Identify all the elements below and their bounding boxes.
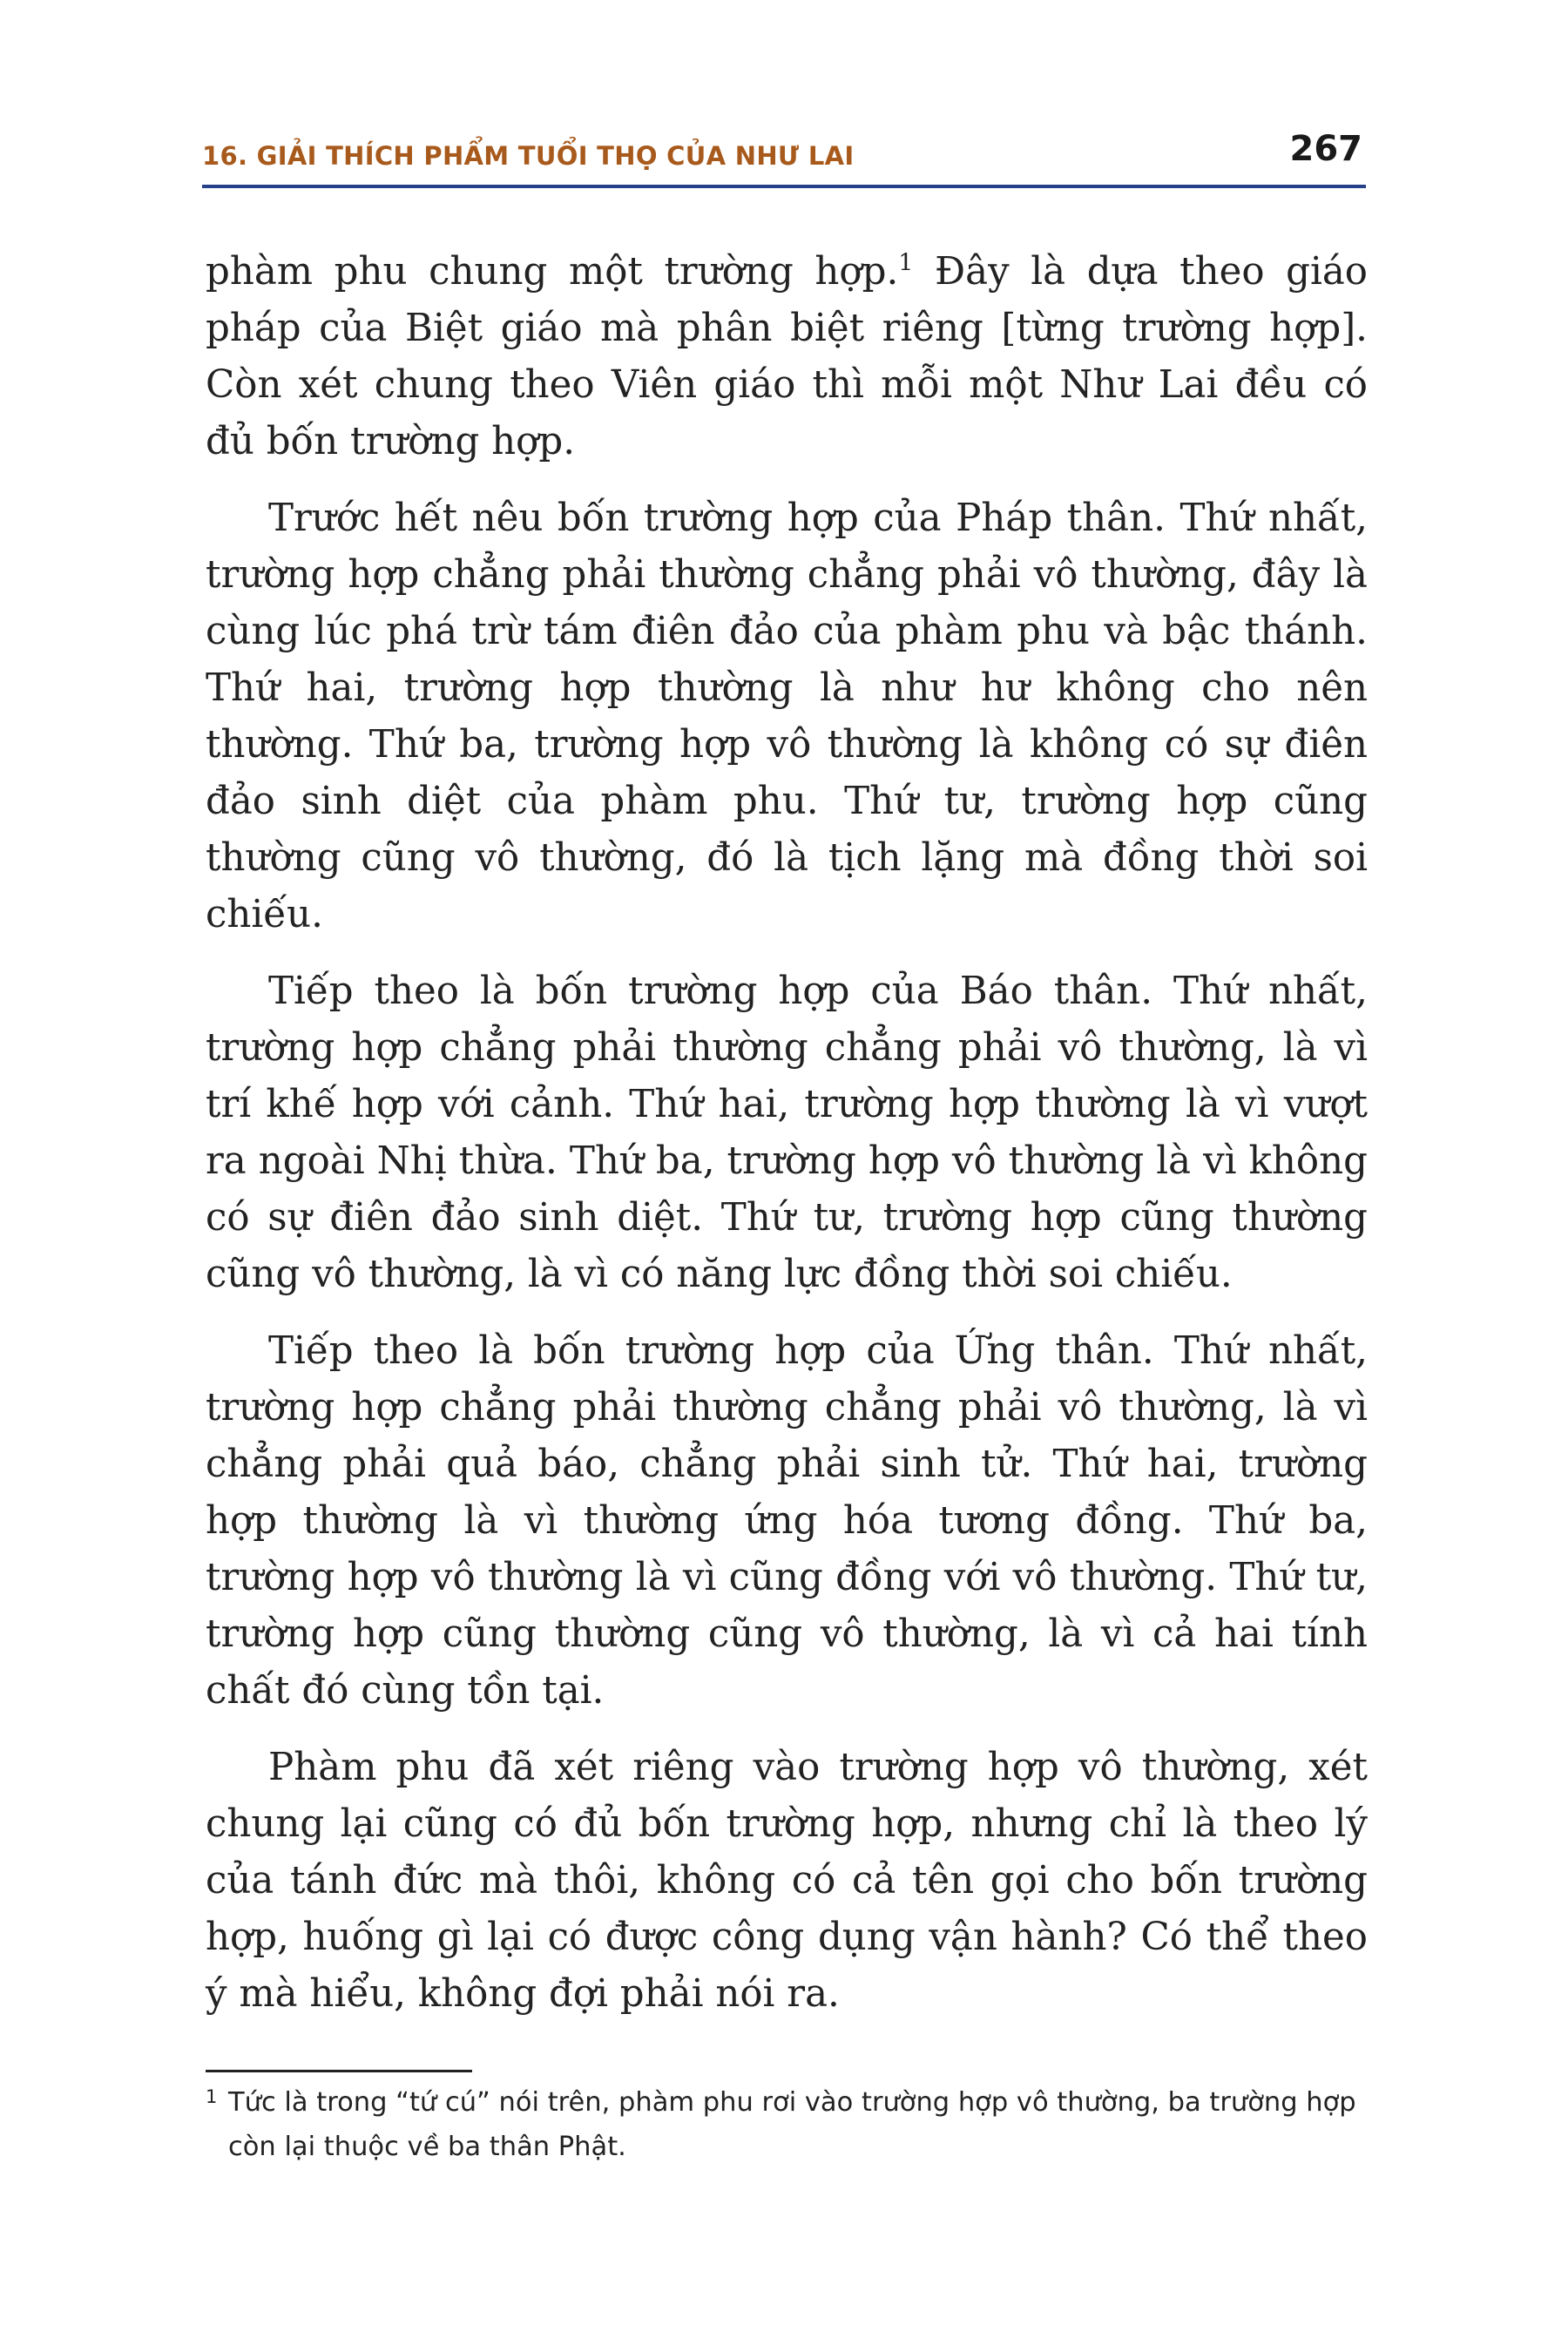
footnote bbox=[206, 2080, 1368, 2169]
paragraph-3: Tiếp theo là bốn trường hợp của Báo thân. Thứ nhất, trường hợp chẳng phải thường chẳng phải vô thường, là vì trí khế hợp với cảnh. Thứ hai, trường hợp thường là vì vượt ra ngoài Nhị thừa. Thứ ba, trường hợp vô thường là vì không có sự điên đảo sinh diệt. Thứ tư, trường hợp cũng thường cũng vô thường, là vì có năng lực đồng thời soi chiếu. bbox=[206, 970, 1368, 1296]
footnote-marker: 1 bbox=[206, 2086, 218, 2107]
footnote-text: Tức là trong “tứ cú” nói trên, phàm phu rơi vào trường hợp vô thường, ba trường hợp còn lại thuộc về ba thân Phật. bbox=[228, 2087, 1356, 2162]
paragraph-1-text-continued: Đây là dựa theo giáo pháp của Biệt giáo mà phân biệt riêng [từng trường hợp]. Còn xét chung theo Viên giáo thì mỗi một Như Lai đều có đủ bốn trường hợp. bbox=[206, 250, 1368, 463]
footnote-reference: 1 bbox=[898, 249, 914, 277]
running-header bbox=[202, 122, 1366, 188]
chapter-title: 16. GIẢI THÍCH PHẨM TUỔI THỌ CỦA NHƯ LAI bbox=[202, 141, 855, 171]
footnote-divider bbox=[206, 2070, 472, 2072]
paragraph-2: Trước hết nêu bốn trường hợp của Pháp thân. Thứ nhất, trường hợp chẳng phải thường chẳng phải vô thường, đây là cùng lúc phá trừ tám điên đảo của phàm phu và bậc thánh. Thứ hai, trường hợp thường là như hư không cho nên thường. Thứ ba, trường hợp vô thường là không có sự điên đảo sinh diệt của phàm phu. Thứ tư, trường hợp cũng thường cũng vô thường, đó là tịch lặng mà đồng thời soi chiếu. bbox=[206, 497, 1368, 936]
paragraph-1-text: phàm phu chung một trường hợp. bbox=[206, 250, 899, 294]
body-text bbox=[206, 244, 1368, 2043]
page-number: 267 bbox=[1289, 129, 1362, 169]
paragraph-1 bbox=[206, 244, 1368, 470]
paragraph-5: Phàm phu đã xét riêng vào trường hợp vô thường, xét chung lại cũng có đủ bốn trường hợp, nhưng chỉ là theo lý của tánh đức mà thôi, không có cả tên gọi cho bốn trường hợp, huống gì lại có được công dụng vận hành? Có thể theo ý mà hiểu, không đợi phải nói ra. bbox=[206, 1746, 1368, 2016]
paragraph-4: Tiếp theo là bốn trường hợp của Ứng thân. Thứ nhất, trường hợp chẳng phải thường chẳng phải vô thường, là vì chẳng phải quả báo, chẳng phải sinh tử. Thứ hai, trường hợp thường là vì thường ứng hóa tương đồng. Thứ ba, trường hợp vô thường là vì cũng đồng với vô thường. Thứ tư, trường hợp cũng thường cũng vô thường, là vì cả hai tính chất đó cùng tồn tại. bbox=[206, 1329, 1368, 1713]
